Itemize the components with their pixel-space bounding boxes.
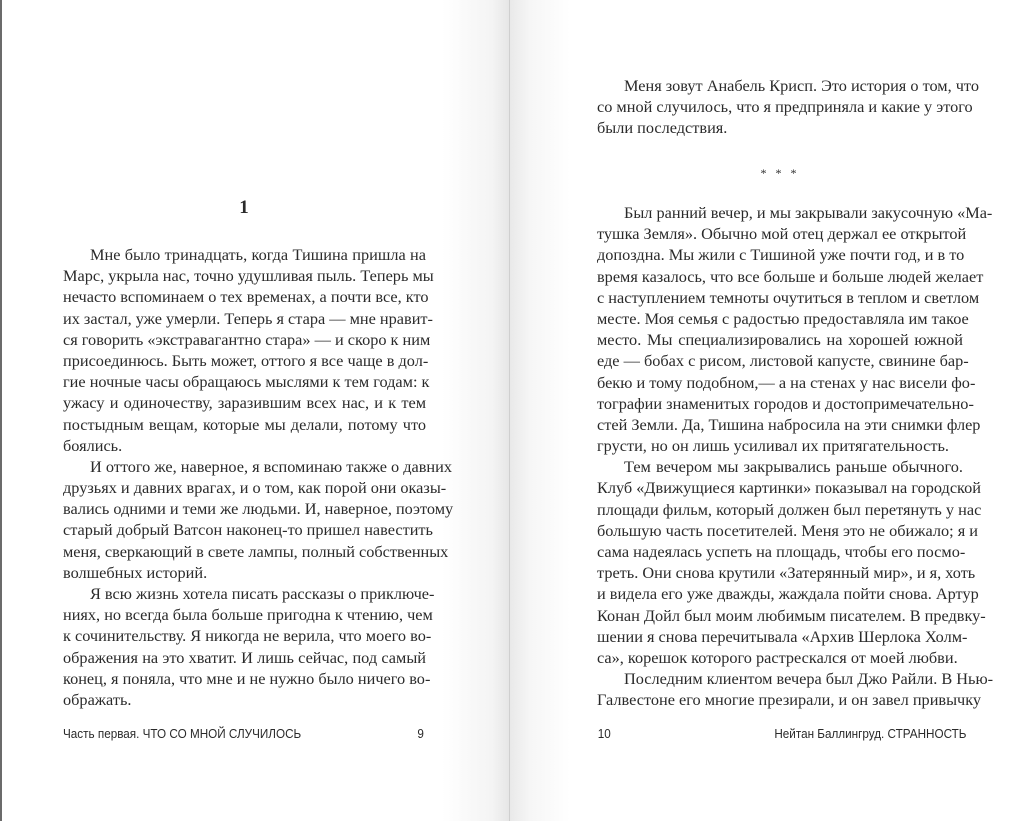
paragraph bbox=[597, 75, 979, 139]
text-line: и видела его уже дважды, жаждала пойти снова. Артур bbox=[597, 584, 979, 604]
text-line: шении я снова перечитывала «Архив Шерлока Холм- bbox=[597, 626, 968, 646]
paragraph bbox=[63, 244, 434, 456]
text-line: площади фильм, который должен был перетянуть у нас bbox=[597, 499, 982, 519]
text-line: Мне было тринадцать, когда Тишина пришла на bbox=[90, 245, 426, 264]
text-line: нечасто вспоминаем о тех временах, а почти все, кто bbox=[63, 287, 429, 307]
text-line: время казалось, что все больше и больше людей желает bbox=[597, 266, 984, 286]
running-footer-title: Часть первая. ЧТО СО МНОЙ СЛУЧИЛОСЬ bbox=[63, 726, 302, 741]
text-line: еде — бобах с рисом, листовой капусте, свинине бар- bbox=[597, 351, 969, 371]
running-footer-title: Нейтан Баллингруд. СТРАННОСТЬ bbox=[773, 726, 966, 741]
text-line: вались одними и теми же людьми. И, наверное, поэтому bbox=[63, 499, 454, 519]
text-line: место. Мы специализировались на хорошей южной bbox=[597, 330, 963, 350]
text-line: друзьях и давних врагах, и о том, как порой они оказы- bbox=[63, 478, 447, 498]
text-line: тушка Земля». Обычно мой отец держал ее открытой bbox=[597, 224, 967, 244]
text-line: Марс, укрыла нас, точно удушливая пыль. Теперь мы bbox=[63, 266, 434, 286]
paragraph bbox=[63, 456, 454, 583]
text-line: Последним клиентом вечера был Джо Райли. В Нью- bbox=[624, 669, 994, 689]
text-line: со мной случилось, что я предприняла и какие у этого bbox=[597, 97, 973, 117]
right-page bbox=[510, 0, 1018, 821]
paragraph bbox=[597, 456, 986, 668]
text-line: старый добрый Ватсон наконец-то пришел навестить bbox=[63, 520, 433, 540]
paragraph bbox=[597, 668, 994, 710]
text-line: са», корешок которого растрескался от моей любви. bbox=[597, 647, 958, 667]
text-line: бекю и тому подобном,— а на стенах у нас висели фо- bbox=[597, 372, 976, 392]
text-line: сама надеялась успеть на площадь, чтобы его посмо- bbox=[597, 542, 966, 561]
chapter-number: 1 bbox=[239, 197, 249, 218]
text-line: присоединюсь. Быть может, оттого я все чаще в дол- bbox=[63, 350, 429, 370]
text-line: Галвестоне его многие презирали, и он завел привычку bbox=[597, 690, 982, 710]
text-line: ужасу и одиночеству, заразившим всех нас, и к тем bbox=[63, 393, 426, 413]
text-line: постыдным вещам, которые мы делали, потому что bbox=[63, 414, 426, 434]
text-line: к сочинительству. Я никогда не верила, что моего во- bbox=[63, 626, 432, 646]
left-page bbox=[2, 0, 509, 821]
text-line: месте. Моя семья с радостью предоставляла им такое bbox=[597, 308, 969, 328]
text-line: треть. Они снова крутили «Затерянный мир», и я, хоть bbox=[597, 563, 976, 583]
text-line: И оттого же, наверное, я вспоминаю также о давних bbox=[90, 456, 452, 476]
text-line: меня, сверкающий в свете лампы, полный собственных bbox=[63, 541, 449, 561]
section-separator: * * * bbox=[760, 166, 800, 180]
text-line: Меня зовут Анабель Крисп. Это история о том, что bbox=[624, 76, 979, 95]
text-line: гие ночные часы обращаюсь мыслями к тем годам: к bbox=[63, 372, 430, 392]
text-line: тографии знаменитых городов и достопримечательно- bbox=[597, 393, 974, 413]
text-line: большую часть посетителей. Меня это не обижало; я и bbox=[597, 520, 978, 540]
text-line: ся говорить «экстравагантно стара» — и скоро к ним bbox=[63, 329, 431, 349]
text-line: грусти, но он лишь усиливал их притягательность. bbox=[597, 436, 949, 456]
right-page-body bbox=[597, 202, 994, 711]
page-number: 9 bbox=[417, 726, 424, 741]
text-line: боялись. bbox=[63, 435, 123, 455]
text-line: ображать. bbox=[63, 689, 132, 709]
text-line: Клуб «Движущиеся картинки» показывал на городской bbox=[597, 478, 981, 498]
text-line: были последствия. bbox=[597, 118, 728, 138]
left-page-body bbox=[63, 244, 454, 710]
text-line: волшебных историй. bbox=[63, 562, 208, 582]
text-line: с наступлением темноты очутиться в теплом и светлом bbox=[597, 287, 980, 307]
right-page-intro bbox=[597, 75, 979, 139]
text-line: Я всю жизнь хотела писать рассказы о приключе- bbox=[90, 584, 435, 603]
text-line: ниях, но всегда была больше пригодна к чтению, чем bbox=[63, 605, 433, 625]
page-number: 10 bbox=[597, 726, 611, 741]
paragraph bbox=[597, 202, 993, 456]
text-line: конец, я поняла, что мне и не нужно было ничего во- bbox=[63, 668, 431, 688]
text-line: стей Земли. Да, Тишина набросила на эти снимки флер bbox=[597, 414, 981, 434]
text-line: ображения на это хватит. И лишь сейчас, под самый bbox=[63, 647, 426, 667]
text-line: Конан Дойл был моим любимым писателем. В предвку- bbox=[597, 605, 986, 625]
text-line: Тем вечером мы закрывались раньше обычного. bbox=[624, 457, 963, 477]
text-line: Был ранний вечер, и мы закрывали закусочную «Ма- bbox=[624, 203, 993, 222]
text-line: их застал, уже умерли. Теперь я стара — мне нравит- bbox=[63, 308, 433, 328]
text-line: допоздна. Мы жили с Тишиной уже почти год, и в то bbox=[597, 245, 965, 265]
paragraph bbox=[63, 583, 435, 710]
